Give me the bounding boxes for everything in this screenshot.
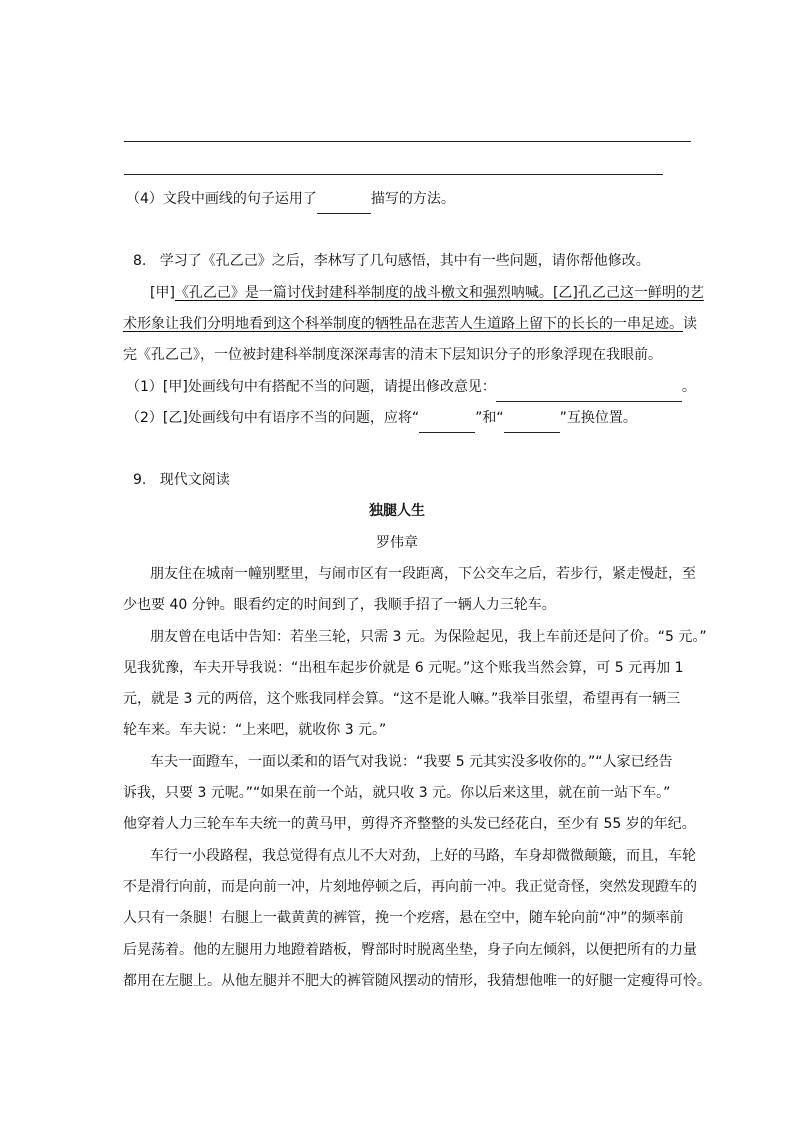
- q8-sub1-text-b: 。: [681, 379, 696, 395]
- article-line: 后晃荡着。他的左腿用力地蹬着踏板，臀部时时脱离坐垫，身子向左倾斜，以便把所有的力量: [123, 942, 697, 958]
- article-line: 不是滑行向前，而是向前一冲，片刻地停顿之后，再向前一冲。我正觉奇怪，突然发现蹬车的: [123, 879, 697, 895]
- q8-yi-tag: [乙]: [552, 285, 578, 301]
- q8-sub2-text-c: ”互换位置。: [559, 410, 637, 426]
- q8-prompt: [133, 246, 650, 276]
- answer-line-1: [124, 141, 691, 142]
- article-line: 少也要 40 分钟。眼看约定的时间到了，我顺手招了一辆人力三轮车。: [123, 597, 556, 613]
- q8-prompt-text: 学习了《孔乙己》之后，李林写了几句感悟，其中有一些问题，请你帮他修改。: [159, 253, 650, 269]
- q7-sub4: [126, 184, 455, 214]
- q8-sub1: [126, 372, 696, 402]
- q8-sub2: [126, 403, 637, 433]
- q9-prompt: [133, 465, 230, 495]
- q8-jia-underlined: 《孔乙己》是一篇讨伐封建科举制度的战斗檄文和强烈呐喊。: [174, 285, 553, 301]
- article-line: 他穿着人力三轮车车夫统一的黄马甲，剪得齐齐整整的头发已经花白，至少有 55 岁的年纪。: [123, 816, 696, 832]
- q7-sub4-text-a: （4）文段中画线的句子运用了: [126, 191, 317, 207]
- q8-sub2-text-a: （2）[乙]处画线句中有语序不当的问题，应将“: [126, 410, 420, 426]
- q7-sub4-blank[interactable]: [317, 195, 371, 214]
- q8-sub2-blank-2[interactable]: [504, 414, 560, 433]
- q9-number: 9.: [133, 472, 147, 488]
- article-title: 独腿人生: [369, 503, 425, 519]
- q7-sub4-text-b: 描写的方法。: [370, 191, 455, 207]
- article-line: 轮车来。车夫说：“上来吧，就收你 3 元。”: [123, 722, 387, 738]
- article-line: 元，就是 3 元的两倍，这个账我同样会算。“这不是讹人嘛。”我举目张望，希望再有一辆三: [123, 691, 681, 707]
- article-line: 朋友曾在电话中告知：若坐三轮，只需 3 元。为保险起见，我上车前还是问了价。“5 元。”: [150, 629, 707, 645]
- q8-yi-underlined-2: 术形象让我们分明地看到这个科举制度的牺牲品在悲苦人生道路上留下的长长的一串足迹。: [123, 316, 683, 332]
- article-line: 诉我，只要 3 元呢。”“如果在前一个站，就只收 3 元。你以后来这里，就在前一站下车。”: [123, 785, 671, 801]
- q8-line3-text: 完《孔乙己》，一位被封建科举制度深深毒害的清末下层知识分子的形象浮现在我眼前。: [123, 347, 662, 363]
- q8-passage-line-2: [123, 309, 697, 339]
- article-line: 车行一小段路程，我总觉得有点儿不大对劲，上好的马路，车身却微微颠簸，而且，车轮: [150, 848, 696, 864]
- q8-sub1-text-a: （1）[甲]处画线句中有搭配不当的问题，请提出修改意见：: [126, 379, 496, 395]
- q8-passage-line-3: [123, 340, 662, 370]
- q8-yi-underlined-1: 孔乙己这一鲜明的艺: [577, 285, 704, 301]
- q8-sub2-text-b: ”和“: [475, 410, 504, 426]
- q8-jia-tag: [甲]: [150, 285, 175, 301]
- article-line: 见我犹豫，车夫开导我说：“出租车起步价就是 6 元呢。”这个账我当然会算，可 5 元再加 1: [123, 660, 684, 676]
- article-line: 都用在左腿上。从他左腿并不肥大的裤管随风摆动的情形，我猜想他唯一的好腿一定瘦得可怜。: [123, 973, 711, 989]
- article-author: 罗伟章: [376, 535, 418, 551]
- q8-sub2-blank-1[interactable]: [419, 414, 475, 433]
- answer-line-2: [124, 174, 663, 175]
- q8-passage-line-1: [150, 278, 704, 308]
- article-line: 朋友住在城南一幢别墅里，与闹市区有一段距离，下公交车之后，若步行，紧走慢赶，至: [150, 566, 696, 582]
- q8-number: 8.: [133, 253, 147, 269]
- article-line: 车夫一面蹬车，一面以柔和的语气对我说：“我要 5 元其实没多收你的。”“人家已经告: [150, 754, 673, 770]
- q8-sub1-blank[interactable]: [496, 383, 682, 402]
- q8-line2-tail: 读: [683, 316, 697, 332]
- q9-prompt-text: 现代文阅读: [159, 472, 230, 488]
- article-line: 人只有一条腿！右腿上一截黄黄的裤管，挽一个疙瘩，悬在空中，随车轮向前“冲”的频率前: [123, 910, 684, 926]
